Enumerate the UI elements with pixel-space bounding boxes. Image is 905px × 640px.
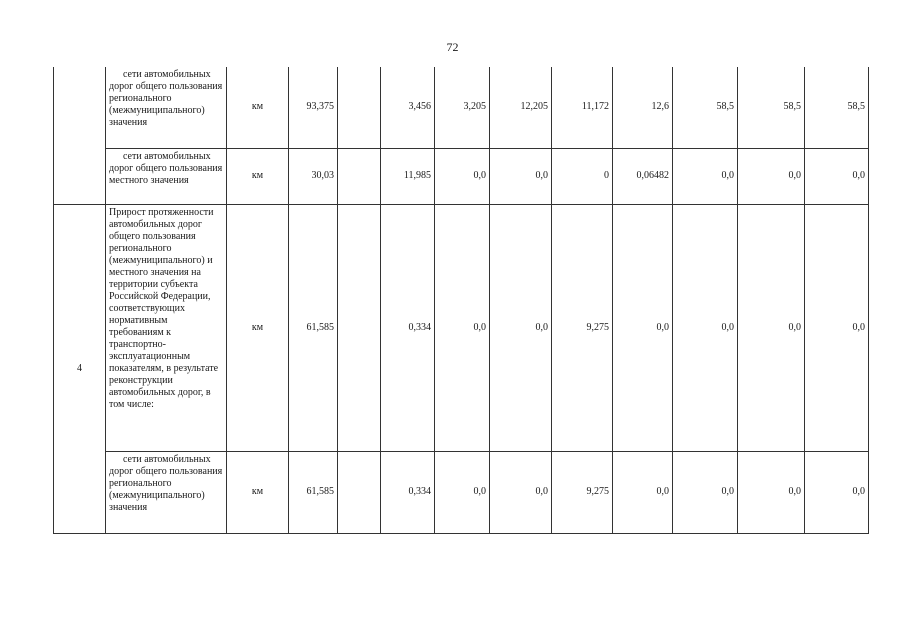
value-cell: 30,03 — [289, 148, 338, 204]
value-cell: 93,375 — [289, 67, 338, 148]
value-cell: 0,0 — [738, 204, 805, 451]
value-cell: 9,275 — [552, 451, 613, 533]
unit-cell: км — [227, 204, 289, 451]
value-cell: 0,0 — [673, 451, 738, 533]
value-cell: 0,0 — [490, 451, 552, 533]
value-cell: 12,205 — [490, 67, 552, 148]
unit-cell: км — [227, 67, 289, 148]
value-cell: 0,334 — [381, 451, 435, 533]
value-cell — [338, 451, 381, 533]
value-cell: 0,0 — [738, 148, 805, 204]
table-row — [54, 451, 869, 533]
description-text: сети автомобильных дорог общего пользования местного значения — [109, 150, 223, 186]
value-cell: 58,5 — [738, 67, 805, 148]
row-number-cell — [54, 67, 106, 204]
unit-cell: км — [227, 148, 289, 204]
value-cell: 58,5 — [673, 67, 738, 148]
value-cell: 0,0 — [805, 148, 869, 204]
description-text: Прирост протяженности автомобильных дорог общего пользования регионального (межмуниципального) и местного значения на территории субъекта Российской Федерации, соответствующих нормативным требованиям к транспортно-эксплуатационным показателям, в результате реконструкции автомобильных дорог, в том числе: — [109, 206, 219, 410]
row-number-cell: 4 — [54, 204, 106, 533]
value-cell: 0,0 — [613, 451, 673, 533]
value-cell: 0,0 — [738, 451, 805, 533]
description-text: сети автомобильных дорог общего пользования регионального (межмуниципального) значения — [109, 453, 223, 513]
value-cell — [338, 204, 381, 451]
description-cell — [106, 67, 227, 148]
value-cell: 3,456 — [381, 67, 435, 148]
value-cell: 0,0 — [805, 204, 869, 451]
value-cell: 0,0 — [435, 148, 490, 204]
value-cell: 0,0 — [613, 204, 673, 451]
page-number: 72 — [446, 40, 459, 54]
value-cell: 0,06482 — [613, 148, 673, 204]
table-row — [54, 67, 869, 148]
table-row — [54, 204, 869, 451]
description-cell — [106, 204, 227, 451]
value-cell: 12,6 — [613, 67, 673, 148]
value-cell: 58,5 — [805, 67, 869, 148]
value-cell: 0,0 — [490, 204, 552, 451]
value-cell: 9,275 — [552, 204, 613, 451]
description-cell — [106, 148, 227, 204]
value-cell: 11,172 — [552, 67, 613, 148]
value-cell: 11,985 — [381, 148, 435, 204]
value-cell: 0,0 — [673, 204, 738, 451]
table-row — [54, 148, 869, 204]
value-cell: 0 — [552, 148, 613, 204]
value-cell — [338, 148, 381, 204]
value-cell: 61,585 — [289, 451, 338, 533]
value-cell: 0,0 — [490, 148, 552, 204]
description-cell — [106, 451, 227, 533]
value-cell: 61,585 — [289, 204, 338, 451]
value-cell: 0,0 — [435, 451, 490, 533]
description-text: сети автомобильных дорог общего пользования регионального (межмуниципального) значения — [109, 69, 223, 128]
value-cell: 3,205 — [435, 67, 490, 148]
unit-cell: км — [227, 451, 289, 533]
value-cell: 0,0 — [435, 204, 490, 451]
value-cell: 0,0 — [673, 148, 738, 204]
value-cell: 0,334 — [381, 204, 435, 451]
value-cell: 0,0 — [805, 451, 869, 533]
indicators-table — [53, 67, 869, 534]
value-cell — [338, 67, 381, 148]
